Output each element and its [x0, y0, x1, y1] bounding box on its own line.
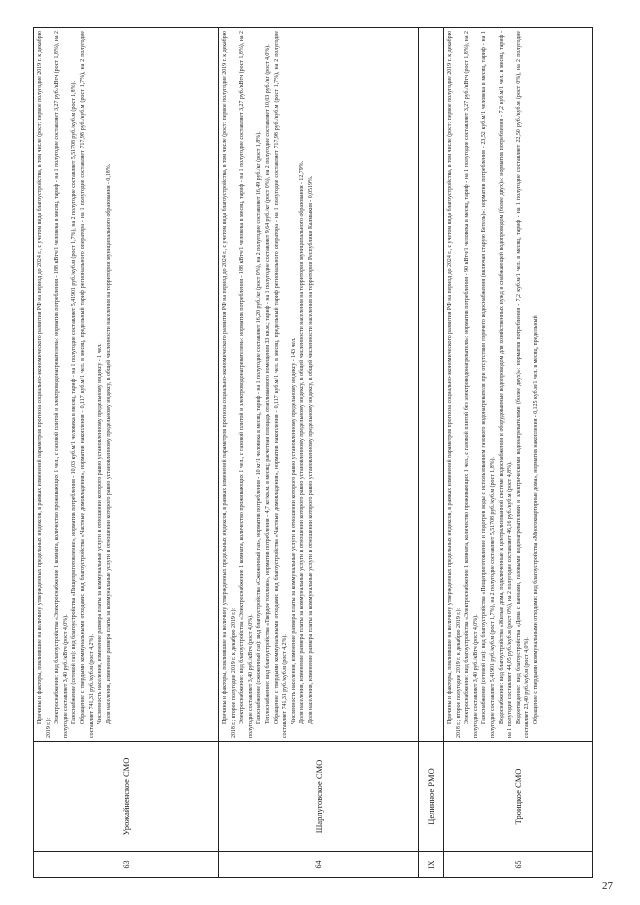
paragraph: Причины и факторы, повлиявшие на величину утвержденных предельных индексов, в рамках изменений параметров прогноза социально-экономического развития РФ на период до 2024 г., с учетом вида благоустройства, в том числе (рост: первое полугодие 2019 г. к декабрю 2019 г.): — [37, 31, 52, 738]
paragraph: Обращение с твердыми коммунальными отходами: вид благоустройства «Частные домовладения», норматив накопления - 0,117 куб.м/1 чел. в месяц, предельный тариф регионального оператора - на 1 полугодие составляет 717,98 руб./куб.м (рост 1,7%), на 2 полугодие составляет 741,31 руб./куб.м (рост 4,2%). — [79, 31, 95, 738]
municipal-index-table — [33, 27, 593, 878]
row-description — [219, 28, 419, 742]
paragraph: Доля населения, изменение размера платы за коммунальные услуги в отношении которого равно установленному предельному индексу, в общей численности населения на территории Республики Калмыкия - 0,0519%. — [307, 175, 314, 724]
paragraph: Причины и факторы, повлиявшие на величину утвержденных предельных индексов, в рамках изменений параметров прогноза социально-экономического развития РФ на период до 2024 г., с учетом вида благоустройства, в том числе (рост: первое полугодие 2019 г. к декабрю 2018 г.; второе полугодие 2019 г. к декабрю 2019 г.): — [222, 31, 237, 738]
paragraph: Теплоснабжение: вид благоустройства «Твердое топливо», норматив потребления - 4,7 кг/кв.м. в месяц; расчетная площадь отапливаемого помещения 33 кв.м.; тариф - на 1 полугодие составляет 9,64 руб./кг (рост 0%), на 2 полугодие составляет 10,03 руб./кг (рост 4,0%). — [264, 44, 271, 724]
page-number: 27 — [602, 880, 613, 892]
paragraph: Электроснабжение: вид благоустройства «Электроснабжение 1 комната, количество проживающих 1 чел., с газовой плитой без электроводонагревателя»: норматив потребления - 90 кВтч/1 человека в месяц, тариф - на 1 полугодие составляет 3,27 руб./кВтч (рост 1,8%), на 2 полугодие составляет 3,40 руб./кВтч (рост 4,0%). — [464, 31, 479, 738]
paragraph: Электроснабжение: вид благоустройства «Электроснабжение 1 комната, количество проживающих 1 чел., с газовой плитой и электроводонагревателем»: норматив потребления - 188 кВтч/1 человека в месяц, тариф - на 1 полугодие составляет 3,27 руб./кВтч (рост 1,8%), на 2 полугодие составляет 3,40 руб./кВтч (рост 4,0%). — [54, 31, 69, 738]
row-number: 64 — [219, 852, 419, 878]
paragraph: Численность населения, изменение размера платы за коммунальные услуги в отношении которого равно установленному предельному индексу - 1 чел. — [97, 343, 104, 724]
paragraph: Обращение с твердыми коммунальными отходами: вид благоустройства «Частные домовладения», норматив накопления - 0,117 куб.м/1 чел. в месяц, предельный тариф регионального оператора - на 1 полугодие составляет 717,98 руб./куб.м (рост 1,7%), на 2 полугодие составляет 741,31 руб./куб.м (рост 4,2%). — [273, 31, 289, 738]
row-description — [34, 28, 219, 742]
section-number: IX — [419, 852, 444, 878]
table-row — [444, 28, 593, 878]
paragraph: Причины и факторы, повлиявшие на величину утвержденных предельных индексов, в рамках изменений параметров прогноза социально-экономического развития РФ на период до 2024 г., с учетом вида благоустройства, в том числе (рост: первое полугодие 2019 г. к декабрю 2018 г.; второе полугодие 2019 г. к декабрю 2019 г.): — [447, 31, 462, 738]
row-description — [444, 28, 593, 742]
paragraph: Численность населения, изменение размера платы за коммунальные услуги в отношении которого равно установленному предельному индексу - 143 чел. — [290, 337, 297, 724]
paragraph: Газоснабжение (сетевой газ): вид благоустройства «Пищеприготовление и подогрев воды с использованием газового водонагревателя при отсутствии горячего водоснабжения (включая старую Бетель)»: норматив потребления - 23,52 куб.м/1 человека в месяц, тариф - на 1 полугодие составляет 5,41901 руб./куб.м (рост 1,7%), на 2 полугодие составляет 5,51708 руб./куб.м (рост 1,8%). — [481, 31, 496, 738]
table-row — [219, 28, 419, 878]
table-row — [34, 28, 219, 878]
paragraph: Обращение с твердыми коммунальными отходами: вид благоустройства «Многоквартирные дома», норматив накопления - 0,125 куб.м/1 чел. в месяц, предельный — [532, 315, 539, 724]
paragraph: Газоснабжение (сетевой газ): вид благоустройства «Пищеприготовление», норматив потребления - 10,03 куб.м/1 человека в месяц, тариф - на 1 полугодие составляет 5,41901 руб./куб.м (рост 1,7%), на 2 полугодие составляет 5,51708 руб./куб.м (рост 1,8%). — [71, 81, 78, 724]
paragraph: Водоснабжение: вид благоустройства «Жилые дома, подключенные к централизованной системе водоснабжения и оборудованные водопроводом для хозяйственных нужд и снабжающей водопроводом (более двух)»: норматив потребления - 7,2 куб.м/1 чел. в месяц, тариф - на 1 полугодие составляет 44,05 руб./куб.м (рост 0%), на 2 полугодие составляет 46,16 руб./куб.м (рост 4,8%). — [498, 31, 514, 738]
paragraph: Водоотведение: вид благоустройства «Дома с ваннами, газовыми водонагревателями и электрическими водонагревателями (более двух)»: норматив потребления - 7,2 куб.м/1 чел. в месяц, тариф - на 1 полугодие составляет 22,50 руб./куб.м (рост 0%), на 2 полугодие составляет 23,40 руб./куб.м (рост 4,0%). — [515, 31, 531, 738]
row-number: 63 — [34, 852, 219, 878]
row-number: 65 — [444, 852, 593, 878]
municipality-name: Шарлуговское СМО — [219, 742, 419, 852]
section-empty-cell — [419, 28, 444, 742]
section-row — [419, 28, 444, 878]
paragraph: Газоснабжение (сжиженный газ): вид благоустройства «Сжиженный газ», норматив потребления - 10 кг/1 человека в месяц, тариф - на 1 полугодие составляет 16,20 руб./кг (рост 0%), на 2 полугодие составляет 16,49 руб./кг (рост 1,8%). — [256, 131, 263, 724]
paragraph: Доля населения, изменение размера платы за коммунальные услуги в отношении которого равно установленному предельному индексу, в общей численности населения на территории муниципального образования - 0,18%. — [105, 163, 112, 724]
section-name: Целинное РМО — [419, 742, 444, 852]
paragraph: Доля населения, изменение размера платы за коммунальные услуги в отношении которого равно установленному предельному индексу, в общей численности населения на территории муниципального образования - 12,79%. — [299, 160, 306, 724]
rotated-table-frame — [33, 28, 593, 878]
paragraph: Электроснабжение: вид благоустройства «Электроснабжение 1 комната, количество проживающих 1 чел., с газовой плитой и электроводонагревателем»: норматив потребления - 188 кВтч/1 человека в месяц, тариф - на 1 полугодие составляет 3,27 руб./кВтч (рост 1,8%), на 2 полугодие составляет 3,40 руб./кВтч (рост 4,0%). — [239, 31, 254, 738]
municipality-name: Урожайненское СМО — [34, 742, 219, 852]
municipality-name: Троицкое СМО — [444, 742, 593, 852]
